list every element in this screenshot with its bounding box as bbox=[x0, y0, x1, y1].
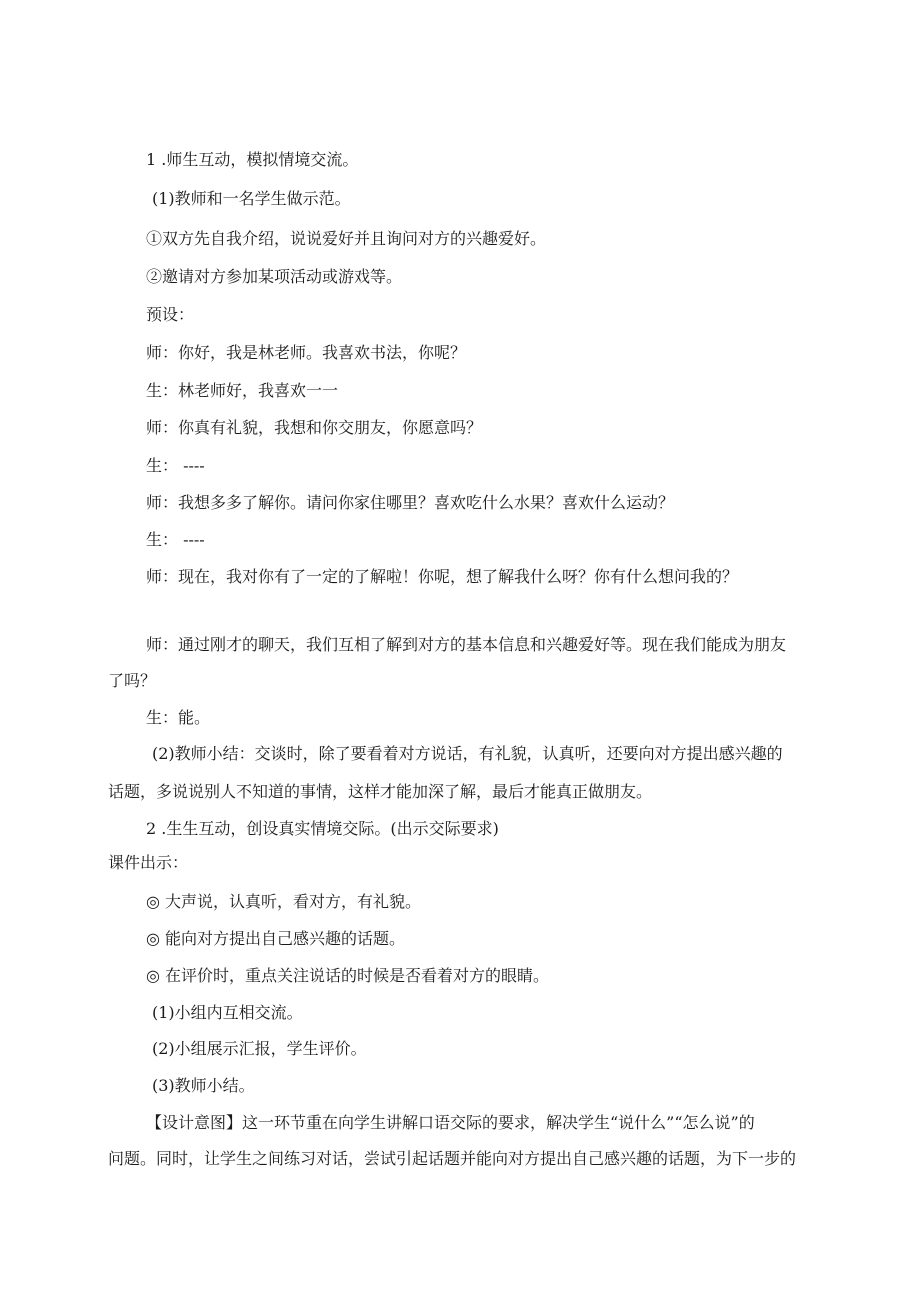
courseware-label: 课件出示： bbox=[108, 853, 189, 872]
dialogue-line: 师：你好，我是林老师。我喜欢书法，你呢？ bbox=[146, 343, 467, 362]
requirement-item: ◎ 在评价时，重点关注说话的时候是否看着对方的眼睛。 bbox=[146, 966, 550, 985]
paragraph-line: 师：通过刚才的聊天，我们互相了解到对方的基本信息和兴趣爱好等。现在我们能成为朋友 bbox=[146, 635, 787, 654]
dialogue-line: 师：你真有礼貌，我想和你交朋友，你愿意吗？ bbox=[146, 418, 483, 437]
step-1-label: (1)教师和一名学生做示范。 bbox=[152, 189, 351, 208]
step-2-item: (1)小组内互相交流。 bbox=[152, 1003, 303, 1022]
design-intent-line: 【设计意图】这一环节重在向学生讲解口语交际的要求，解决学生“说什么”“怎么说”的 bbox=[146, 1113, 755, 1132]
preset-label: 预设： bbox=[146, 305, 195, 324]
design-intent-line: 问题。同时，让学生之间练习对话，尝试引起话题并能向对方提出自己感兴趣的话题，为下一步的 bbox=[108, 1149, 797, 1168]
step-2-item: (2)小组展示汇报，学生评价。 bbox=[152, 1039, 367, 1058]
step-1-point-1: ①双方先自我介绍，说说爱好并且询问对方的兴趣爱好。 bbox=[146, 229, 547, 248]
section-2-heading: 2 .生生互动，创设真实情境交际。(出示交际要求) bbox=[146, 819, 499, 838]
section-1-heading: 1 .师生互动，模拟情境交流。 bbox=[146, 150, 359, 169]
dialogue-line: 生： ---- bbox=[146, 530, 205, 549]
step-2-item: (3)教师小结。 bbox=[152, 1076, 255, 1095]
step-1-point-2: ②邀请对方参加某项活动或游戏等。 bbox=[146, 267, 403, 286]
dialogue-line: 师：我想多多了解你。请问你家住哪里？喜欢吃什么水果？喜欢什么运动？ bbox=[146, 493, 675, 512]
paragraph-line: 了吗？ bbox=[108, 671, 157, 690]
paragraph-line: 话题，多说说别人不知道的事情，这样才能加深了解，最后才能真正做朋友。 bbox=[108, 782, 653, 801]
requirement-item: ◎ 大声说，认真听，看对方，有礼貌。 bbox=[146, 892, 422, 911]
dialogue-line: 生： ---- bbox=[146, 456, 205, 475]
paragraph-line: (2)教师小结：交谈时，除了要看着对方说话，有礼貌，认真听，还要向对方提出感兴趣的 bbox=[152, 744, 783, 763]
dialogue-line: 师：现在，我对你有了一定的了解啦！你呢，想了解我什么呀？你有什么想问我的？ bbox=[146, 567, 739, 586]
requirement-item: ◎ 能向对方提出自己感兴趣的话题。 bbox=[146, 929, 406, 948]
dialogue-line: 生：能。 bbox=[146, 708, 211, 727]
dialogue-line: 生：林老师好，我喜欢一一 bbox=[146, 381, 339, 400]
